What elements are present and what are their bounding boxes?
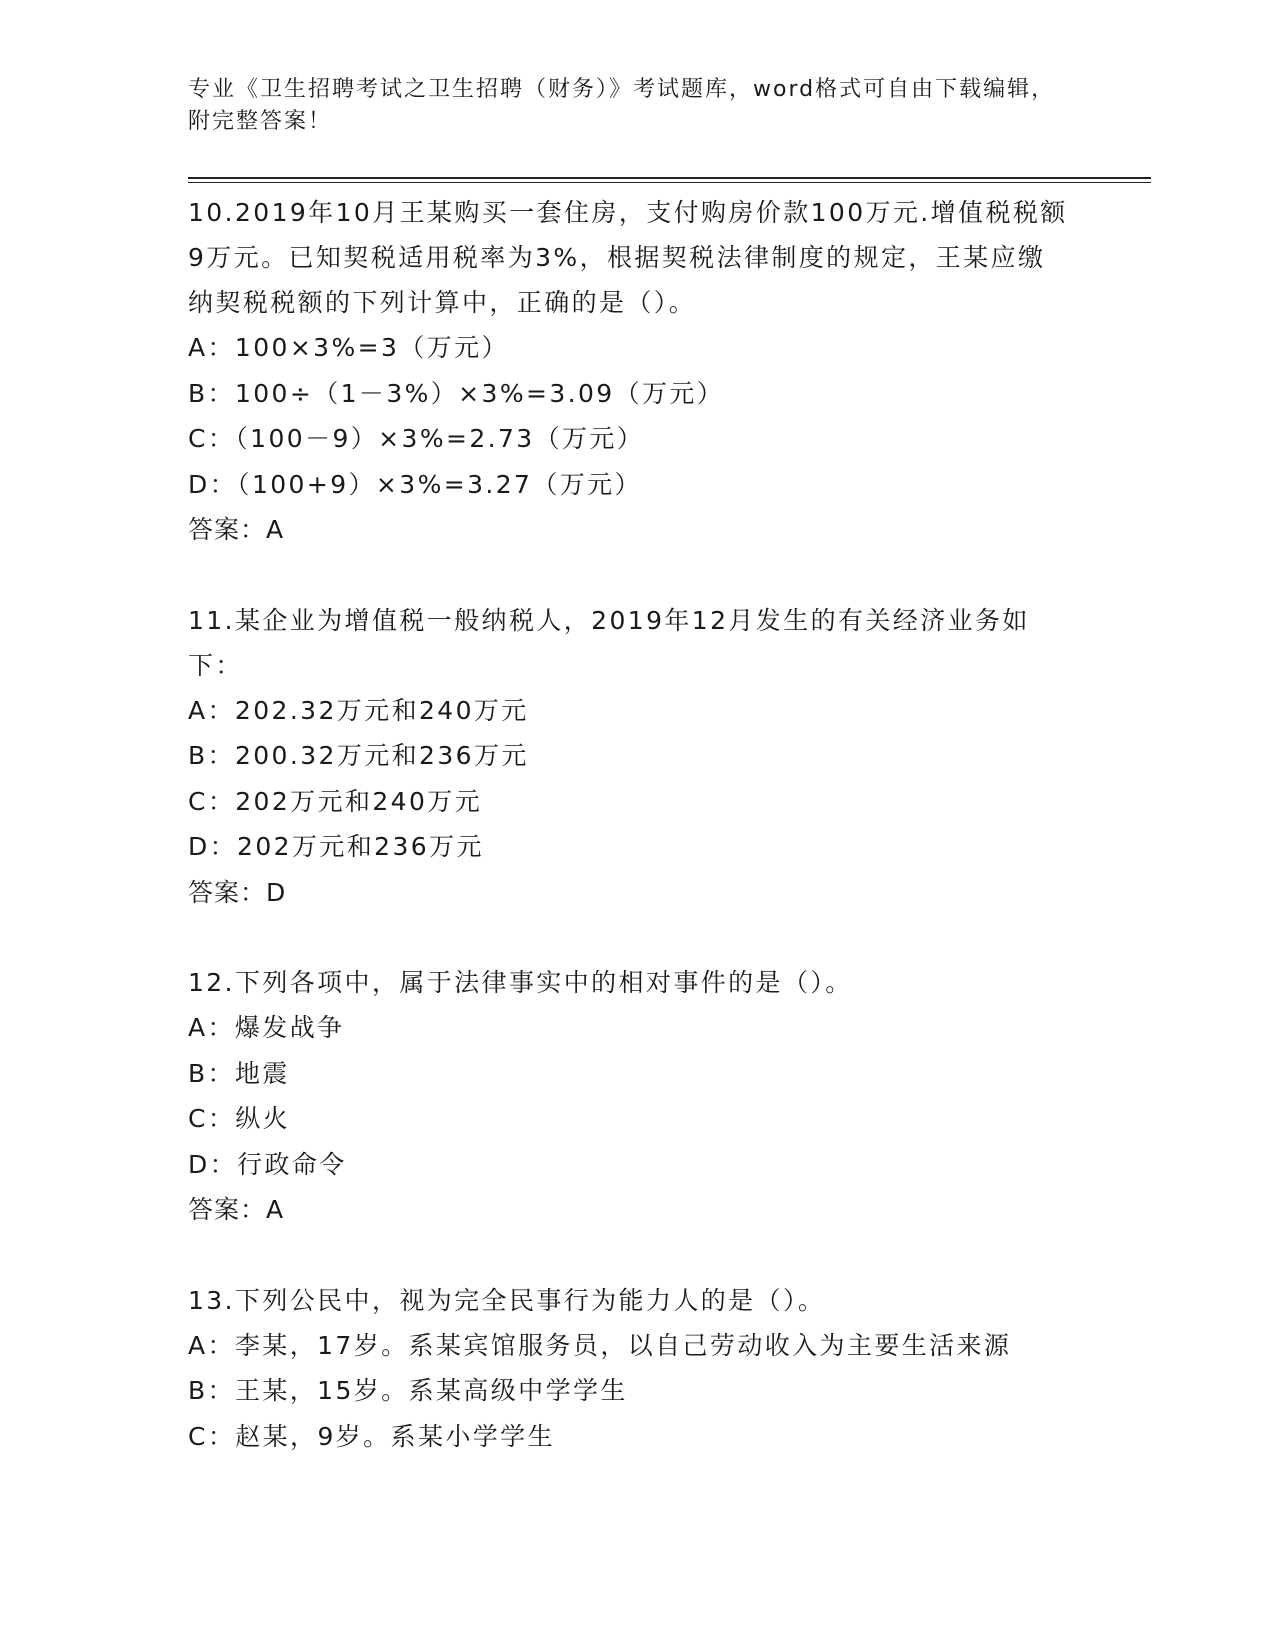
option-d: D：（100+9）×3%=3.27（万元） — [188, 469, 642, 499]
option-d: D：行政命令 — [188, 1149, 347, 1179]
question-spacer — [188, 1233, 1088, 1278]
option-c: C：赵某，9岁。系某小学学生 — [188, 1421, 555, 1451]
answer-text: 答案：A — [188, 515, 285, 544]
option-c: C：202万元和240万元 — [188, 786, 483, 816]
question-text: 13.下列公民中，视为完全民事行为能力人的是（）。 — [188, 1285, 826, 1315]
question-text: 12.下列各项中，属于法律事实中的相对事件的是（）。 — [188, 968, 853, 997]
answer-text: 答案：A — [188, 1195, 285, 1224]
option-c: C：纵火 — [188, 1104, 291, 1133]
header-divider-thick — [188, 177, 1151, 179]
question-spacer — [188, 915, 1088, 960]
question-13 — [188, 1278, 1088, 1460]
question-text: 11.某企业为增值税一般纳税人，2019年12月发生的有关经济业务如下： — [188, 605, 1030, 680]
document-header: 专业《卫生招聘考试之卫生招聘（财务）》考试题库，word格式可自由下载编辑，附完整答案！ — [188, 77, 1056, 134]
option-d: D：202万元和236万元 — [188, 832, 484, 861]
question-list — [188, 190, 1088, 1459]
question-12 — [188, 960, 1088, 1233]
question-10 — [188, 190, 1088, 553]
question-spacer — [188, 553, 1088, 598]
question-text: 10.2019年10月王某购买一套住房，支付购房价款100万元.增值税税额9万元。已知契税适用税率为3%，根据契税法律制度的规定，王某应缴纳契税税额的下列计算中，正确的是（）。 — [188, 198, 1068, 317]
option-b: B：100÷（1－3%）×3%=3.09（万元） — [188, 378, 725, 408]
option-b: B：200.32万元和236万元 — [188, 741, 529, 770]
option-a: A：爆发战争 — [188, 1013, 345, 1042]
option-c: C：（100－9）×3%=2.73（万元） — [188, 424, 645, 453]
answer-text: 答案：D — [188, 877, 287, 907]
option-a: A：李某，17岁。系某宾馆服务员，以自己劳动收入为主要生活来源 — [188, 1330, 1012, 1360]
option-b: B：地震 — [188, 1058, 290, 1088]
question-11 — [188, 598, 1088, 916]
option-a: A：100×3%=3（万元） — [188, 333, 509, 362]
header-divider-thin — [188, 182, 1151, 183]
option-b: B：王某，15岁。系某高级中学学生 — [188, 1376, 628, 1405]
option-a: A：202.32万元和240万元 — [188, 695, 529, 725]
